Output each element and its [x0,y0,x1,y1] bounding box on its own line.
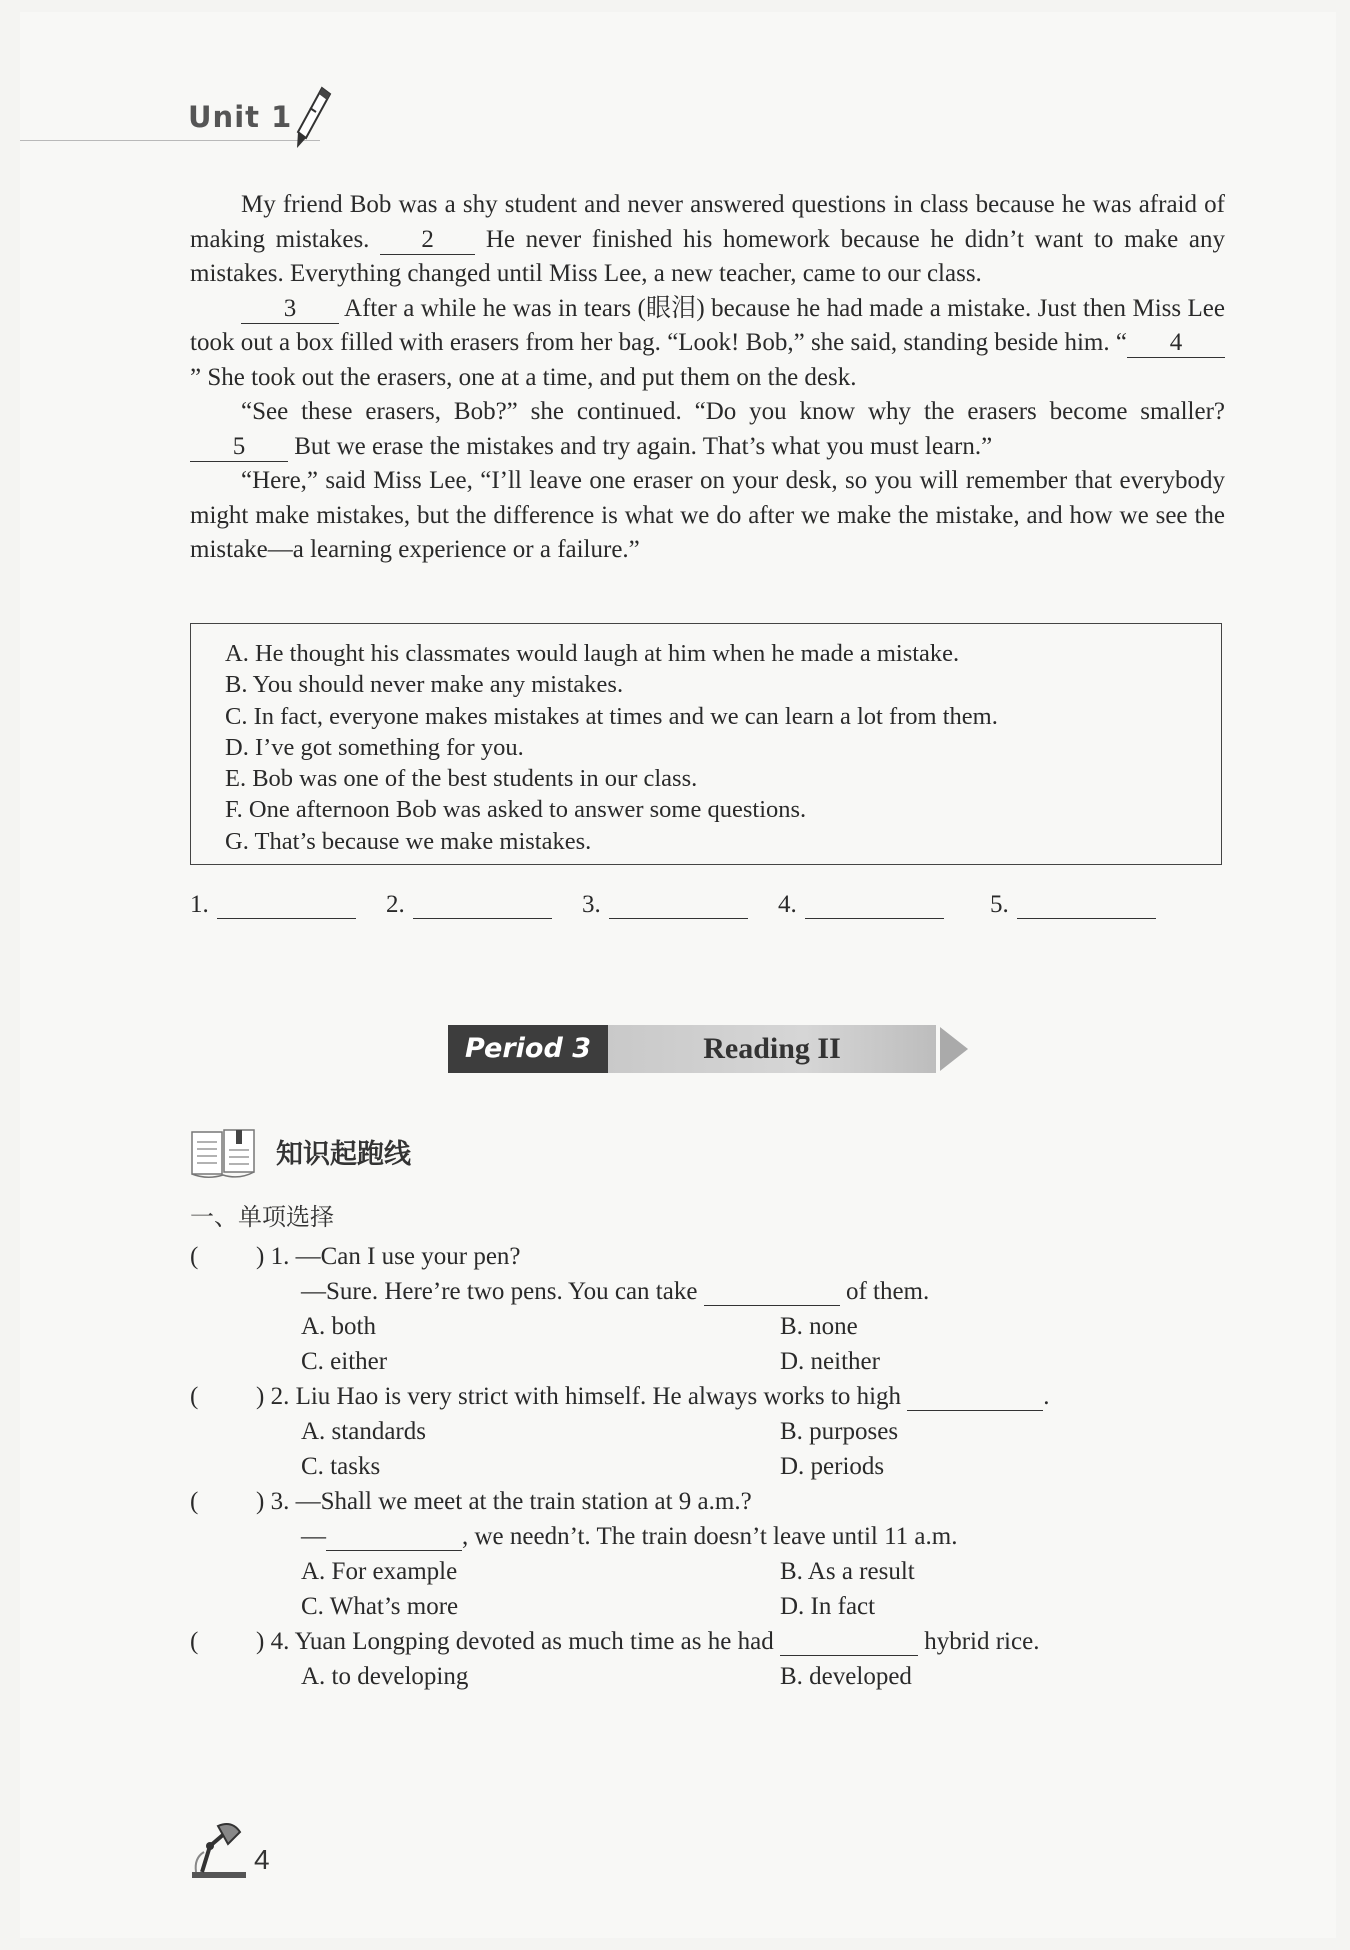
answer-line[interactable] [1017,890,1156,919]
answer-slot-3: 3. [582,890,748,919]
answer-slot-1: 1. [190,890,356,919]
blank-3: 3 [241,295,339,324]
option-b: B. You should never make any mistakes. [225,671,624,699]
desk-lamp-icon [188,1822,250,1880]
paragraph-4: “Here,” said Miss Lee, “I’ll leave one eraser on your desk, so you will remember that everybody might make mistakes, but the difference is what we do after we make the mistake, and how we see the mistake—a learning experience or a failure.” [190,467,1225,563]
options-box [190,623,1222,865]
section-title: 知识起跑线 [276,1139,411,1170]
question-1-line2: —Sure. Here’re two pens. You can take of them. [301,1278,930,1305]
option-e: E. Bob was one of the best students in our class. [225,765,698,793]
q3-option-d[interactable]: D. In fact [780,1593,876,1620]
option-d: D. I’ve got something for you. [225,733,524,761]
answer-line[interactable] [413,890,552,919]
answer-line[interactable] [805,890,944,919]
option-f: F. One afternoon Bob was asked to answer some questions. [225,796,807,824]
option-c: C. In fact, everyone makes mistakes at times and we can learn a lot from them. [225,702,998,730]
answer-blank[interactable] [780,1629,918,1656]
pen-icon [292,86,334,152]
paragraph-1: My friend Bob was a shy student and never answered questions in class because he was afraid of making mistakes. 2 He never finished his homework because he didn’t want to make any mistakes. Everything changed until Miss Lee, a new teacher, came to our class. [190,191,1226,287]
period-title: Reading II [608,1025,936,1073]
answer-slot-4: 4. [778,890,944,919]
q1-option-d[interactable]: D. neither [780,1348,880,1375]
blank-2: 2 [380,226,475,255]
option-a: A. He thought his classmates would laugh at him when he made a mistake. [225,640,960,667]
paragraph-3: “See these erasers, Bob?” she continued. “Do you know why the erasers become smaller? 5 But we erase the mistakes and try again. That’s what you must learn.” [190,395,1225,464]
q2-option-a[interactable]: A. standards [301,1418,426,1445]
subsection-title: 一、单项选择 [190,1203,334,1231]
q4-option-a[interactable]: A. to developing [301,1663,469,1690]
q1-option-a[interactable]: A. both [301,1313,376,1340]
q2-option-c[interactable]: C. tasks [301,1453,381,1480]
blank-5: 5 [190,433,288,462]
q3-option-b[interactable]: B. As a result [780,1558,915,1585]
answer-line[interactable] [217,890,356,919]
answer-slot-5: 5. [990,890,1156,919]
reading-passage [190,188,1225,568]
question-3-line2: — , we needn’t. The train doesn’t leave until 11 a.m. [301,1523,958,1550]
q1-option-c[interactable]: C. either [301,1348,388,1375]
q4-option-b[interactable]: B. developed [780,1663,912,1690]
page-number: 4 [254,1844,270,1875]
book-icon [190,1128,258,1180]
arrow-icon [940,1027,968,1071]
answer-slot-2: 2. [386,890,552,919]
answer-line[interactable] [609,890,748,919]
period-banner [448,1025,966,1073]
unit-title: Unit 1 [188,100,293,134]
answer-blank[interactable] [907,1384,1043,1411]
answer-blank[interactable] [704,1279,840,1306]
answer-blank[interactable] [326,1524,462,1551]
period-label: Period 3 [448,1025,608,1073]
q3-option-c[interactable]: C. What’s more [301,1593,459,1620]
paragraph-2: 3 After a while he was in tears (眼泪) because he had made a mistake. Just then Miss Lee took out a box filled with erasers from her bag. “Look! Bob,” she said, standing beside him. “ 4” She took out the erasers, one at a time, and put them on the desk. [190,294,1225,391]
q2-option-d[interactable]: D. periods [780,1453,885,1480]
q2-option-b[interactable]: B. purposes [780,1418,899,1445]
q3-option-a[interactable]: A. For example [301,1558,458,1585]
option-g: G. That’s because we make mistakes. [225,827,592,855]
blank-4: 4 [1127,329,1225,358]
q1-option-b[interactable]: B. none [780,1313,858,1340]
